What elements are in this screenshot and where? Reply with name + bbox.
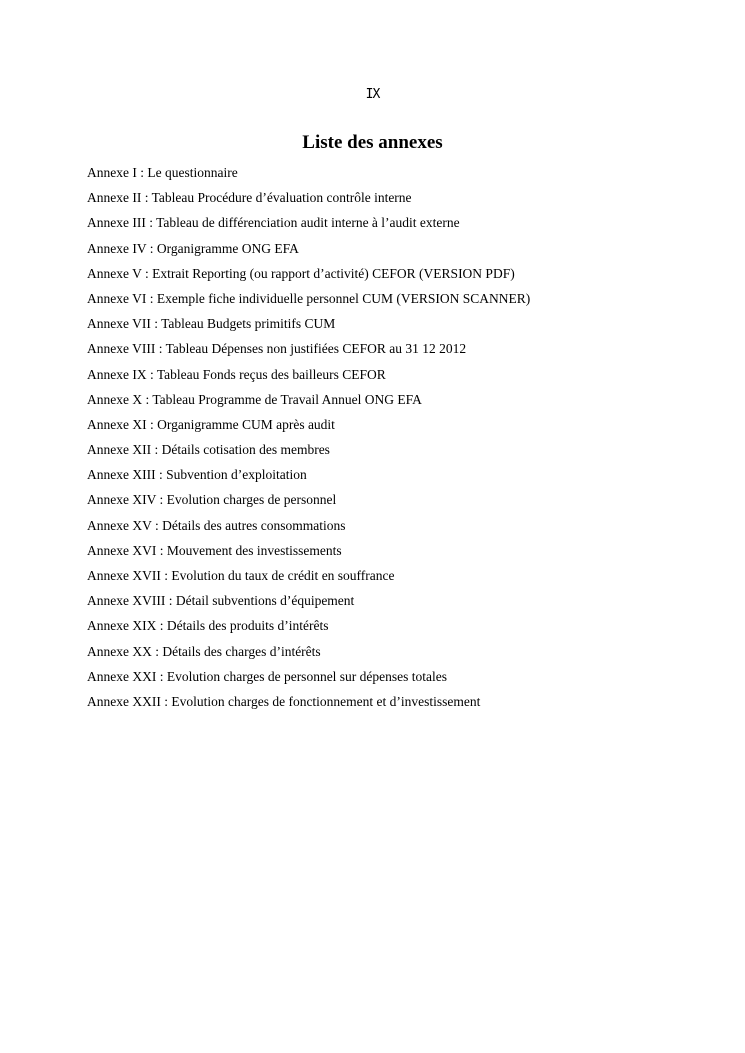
annex-item-12: Annexe XII : Détails cotisation des membres bbox=[87, 442, 330, 458]
annex-item-20: Annexe XX : Détails des charges d’intérêts bbox=[87, 643, 321, 659]
page-number: IX bbox=[365, 87, 380, 102]
annex-list bbox=[87, 163, 707, 717]
annex-item-4: Annexe IV : Organigramme ONG EFA bbox=[87, 240, 299, 256]
annex-item-14: Annexe XIV : Evolution charges de personnel bbox=[87, 492, 337, 508]
annex-item-6: Annexe VI : Exemple fiche individuelle personnel CUM (VERSION SCANNER) bbox=[87, 290, 531, 306]
annex-item-22: Annexe XXII : Evolution charges de fonctionnement et d’investissement bbox=[87, 693, 481, 709]
annex-item-3: Annexe III : Tableau de différenciation audit interne à l’audit externe bbox=[87, 215, 460, 231]
annex-item-7: Annexe VII : Tableau Budgets primitifs CUM bbox=[87, 316, 336, 332]
annex-item-18: Annexe XVIII : Détail subventions d’équipement bbox=[87, 593, 355, 609]
annex-item-11: Annexe XI : Organigramme CUM après audit bbox=[87, 416, 335, 432]
annex-item-9: Annexe IX : Tableau Fonds reçus des bailleurs CEFOR bbox=[87, 366, 386, 382]
annex-item-8: Annexe VIII : Tableau Dépenses non justifiées CEFOR au 31 12 2012 bbox=[87, 341, 467, 357]
annex-item-15: Annexe XV : Détails des autres consommations bbox=[87, 517, 346, 533]
annex-item-17: Annexe XVII : Evolution du taux de crédit en souffrance bbox=[87, 568, 395, 583]
annex-item-21: Annexe XXI : Evolution charges de personnel sur dépenses totales bbox=[87, 668, 448, 684]
annex-item-19: Annexe XIX : Détails des produits d’intérêts bbox=[87, 618, 329, 634]
annex-item-13: Annexe XIII : Subvention d’exploitation bbox=[87, 467, 307, 483]
annex-item-10: Annexe X : Tableau Programme de Travail Annuel ONG EFA bbox=[87, 391, 422, 407]
annex-item-1: Annexe I : Le questionnaire bbox=[87, 165, 238, 180]
page-title: Liste des annexes bbox=[302, 132, 443, 153]
annex-item-16: Annexe XVI : Mouvement des investissements bbox=[87, 542, 342, 558]
annex-item-5: Annexe V : Extrait Reporting (ou rapport d’activité) CEFOR (VERSION PDF) bbox=[87, 265, 515, 281]
annex-item-2: Annexe II : Tableau Procédure d’évaluation contrôle interne bbox=[87, 190, 412, 206]
